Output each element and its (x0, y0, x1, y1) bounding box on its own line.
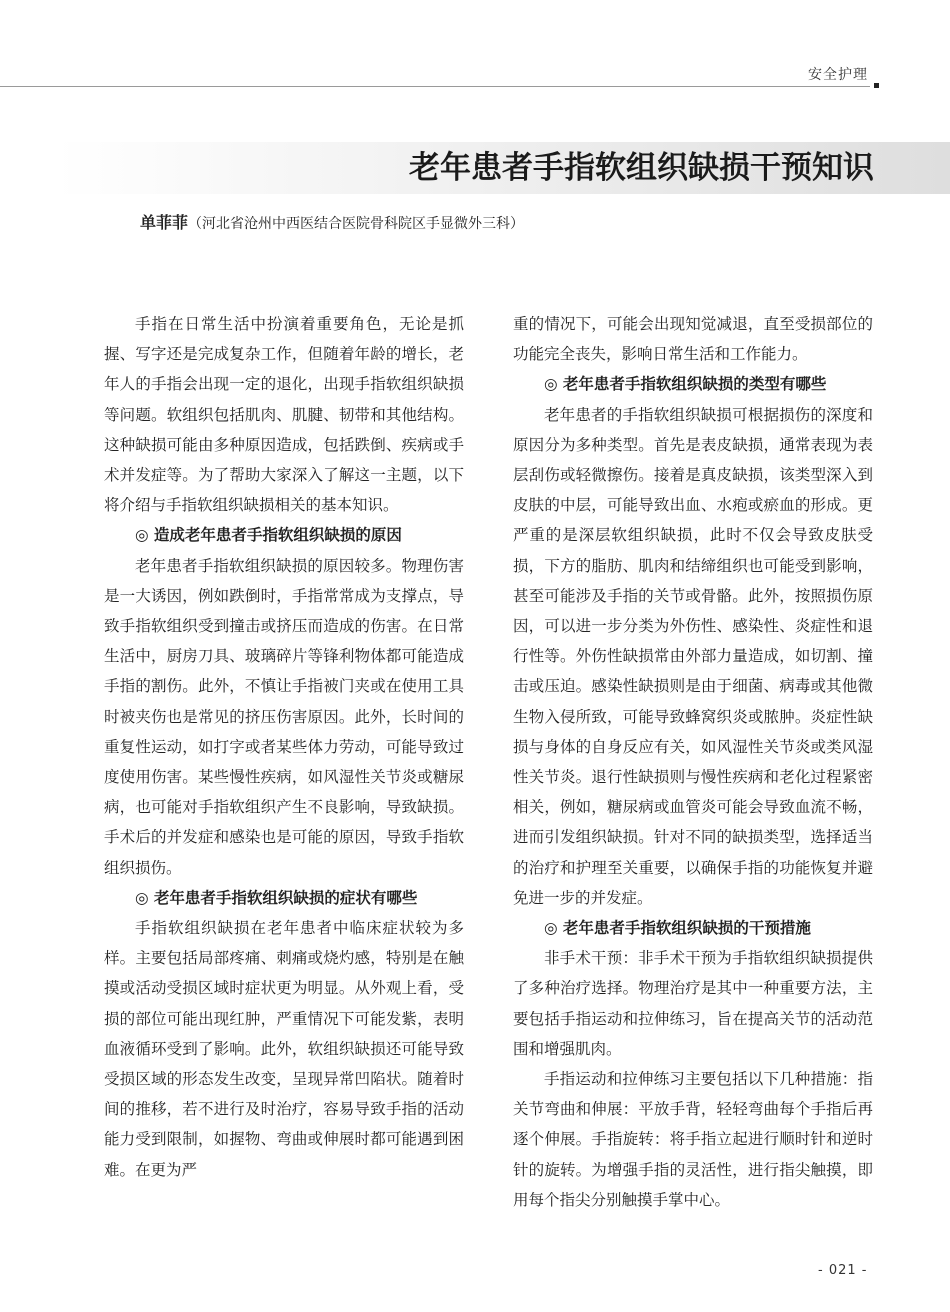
section-label: 安全护理 (808, 67, 868, 83)
heading-causes: ◎ 造成老年患者手指软组织缺损的原因 (135, 525, 402, 545)
heading-symptoms: ◎ 老年患者手指软组织缺损的症状有哪些 (135, 887, 418, 907)
heading-interventions: ◎ 老年患者手指软组织缺损的干预措施 (544, 918, 811, 938)
nonsurgical-paragraph: 非手术干预：非手术干预为手指软组织缺损提供了多种治疗选择。物理治疗是其中一种重要方法，主要包括手指运动和拉伸练习，旨在提高关节的活动范围和增强肌肉。 (513, 949, 873, 1058)
exercises-paragraph: 手指运动和拉伸练习主要包括以下几种措施：指关节弯曲和伸展：平放手背，轻轻弯曲每个手指后再逐个伸展。手指旋转：将手指立起进行顺时针和逆时针的旋转。为增强手指的灵活性，进行指尖触摸，即用每个指尖分别触摸手掌中心。 (513, 1070, 873, 1209)
causes-paragraph: 老年患者手指软组织缺损的原因较多。物理伤害是一大诱因，例如跌倒时，手指常常成为支撑点，导致手指软组织受到撞击或挤压而造成的伤害。在日常生活中，厨房刀具、玻璃碎片等锋利物体都可能造成手指的割伤。此外，不慎让手指被门夹或在使用工具时被夹伤也是常见的挤压伤害原因。此外，长时间的重复性运动，如打字或者某些体力劳动，可能导致过度使用伤害。某些慢性疾病，如风湿性关节炎或糖尿病，也可能对手指软组织产生不良影响，导致缺损。手术后的并发症和感染也是可能的原因，导致手指软组织损伤。 (104, 556, 464, 877)
section-marker (874, 83, 879, 88)
header-rule (0, 86, 870, 87)
symptoms-paragraph: 手指软组织缺损在老年患者中临床症状较为多样。主要包括局部疼痛、刺痛或烧灼感，特别是在触摸或活动受损区域时症状更为明显。从外观上看，受损的部位可能出现红肿，严重情况下可能发紫，表明血液循环受到了影响。此外，软组织缺损还可能导致受损区域的形态发生改变，呈现异常凹陷状。随着时间的推移，若不进行及时治疗，容易导致手指的活动能力受到限制，如握物、弯曲或伸展时都可能遇到困难。在更为严 (104, 919, 464, 1179)
author-name: 单菲菲 (140, 213, 189, 232)
symptoms-paragraph-continued: 重的情况下，可能会出现知觉减退，直至受损部位的功能完全丧失，影响日常生活和工作能力。 (513, 315, 873, 364)
right-column (513, 309, 873, 1215)
intro-paragraph: 手指在日常生活中扮演着重要角色，无论是抓握、写字还是完成复杂工作，但随着年龄的增长，老年人的手指会出现一定的退化，出现手指软组织缺损等问题。软组织包括肌肉、肌腱、韧带和其他结构。这种缺损可能由多种原因造成，包括跌倒、疾病或手术并发症等。为了帮助大家深入了解这一主题，以下将介绍与手指软组织缺损相关的基本知识。 (104, 315, 464, 515)
page-number: - 021 - (818, 1263, 868, 1278)
byline (140, 210, 524, 233)
heading-types: ◎ 老年患者手指软组织缺损的类型有哪些 (544, 374, 827, 394)
article-title: 老年患者手指软组织缺损干预知识 (409, 150, 874, 186)
types-paragraph: 老年患者的手指软组织缺损可根据损伤的深度和原因分为多种类型。首先是表皮缺损，通常表现为表层刮伤或轻微擦伤。接着是真皮缺损，该类型深入到皮肤的中层，可能导致出血、水疱或瘀血的形成。更严重的是深层软组织缺损，此时不仅会导致皮肤受损，下方的脂肪、肌肉和结缔组织也可能受到影响，甚至可能涉及手指的关节或骨骼。此外，按照损伤原因，可以进一步分类为外伤性、感染性、炎症性和退行性等。外伤性缺损常由外部力量造成，如切割、撞击或压迫。感染性缺损则是由于细菌、病毒或其他微生物入侵所致，可能导致蜂窝织炎或脓肿。炎症性缺损与身体的自身反应有关，如风湿性关节炎或类风湿性关节炎。退行性缺损则与慢性疾病和老化过程紧密相关，例如，糖尿病或血管炎可能会导致血流不畅，进而引发组织缺损。针对不同的缺损类型，选择适当的治疗和护理至关重要，以确保手指的功能恢复并避免进一步的并发症。 (513, 405, 873, 907)
author-affiliation: （河北省沧州中西医结合医院骨科院区手显微外三科） (188, 216, 525, 232)
left-column (104, 309, 464, 1185)
